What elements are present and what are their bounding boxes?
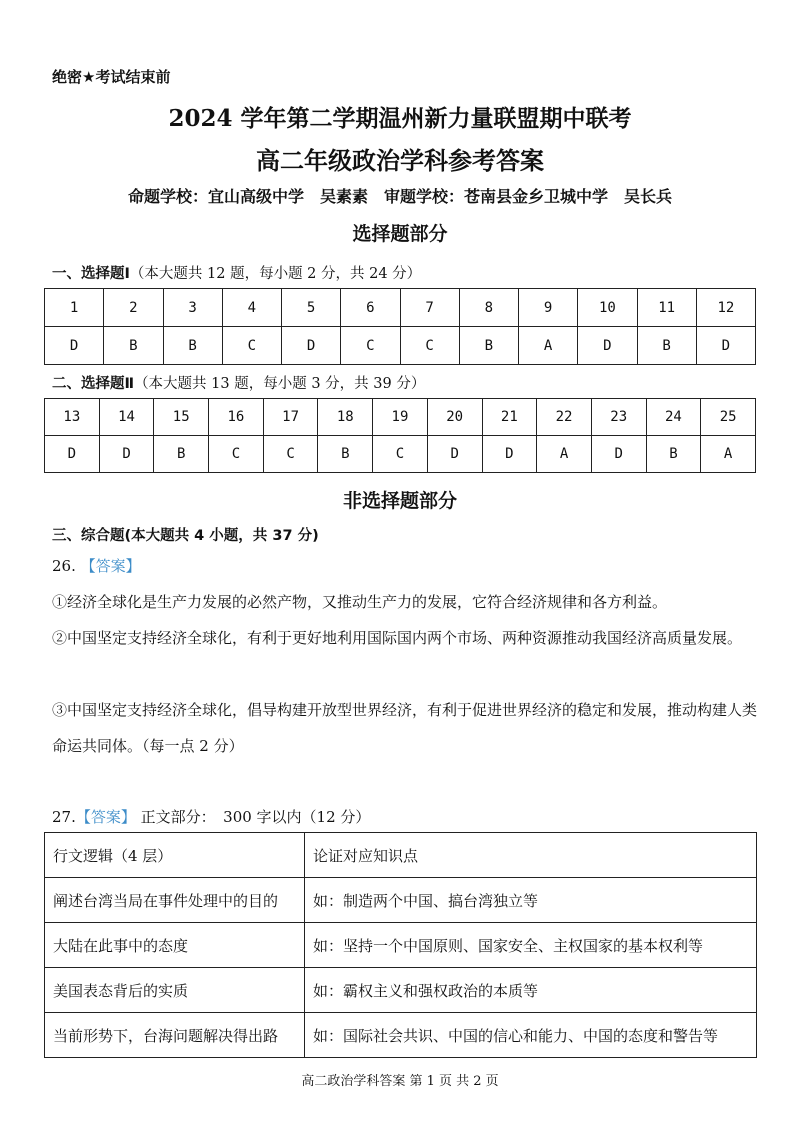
part2-note: （本大题共 13 题，每小题 3 分，共 39 分）	[134, 376, 426, 392]
question-number-cell: 13	[45, 399, 100, 436]
q26-heading	[52, 555, 141, 576]
table-cell: 当前形势下，台海问题解决得出路	[45, 1013, 305, 1058]
question-number-cell: 18	[318, 399, 373, 436]
answer-cell: B	[646, 436, 701, 473]
answer-cell: B	[637, 327, 696, 365]
answer-cell: B	[104, 327, 163, 365]
answer-table-part1	[44, 288, 756, 365]
document-title: 高二年级政治学科参考答案	[256, 146, 544, 175]
exam-title: 2024 学年第二学期温州新力量联盟期中联考	[168, 105, 632, 132]
question-number-cell: 19	[373, 399, 428, 436]
answer-table-part2	[44, 398, 756, 473]
q27-requirement: 正文部分： 300 字以内（12 分）	[140, 808, 371, 826]
table-cell: 如：国际社会共识、中国的信心和能力、中国的态度和警告等	[305, 1013, 757, 1058]
question-number-cell: 12	[696, 289, 755, 327]
page-footer: 高二政治学科答案 第 1 页 共 2 页	[301, 1074, 499, 1089]
table-header-row	[45, 833, 757, 878]
answer-cell: A	[519, 327, 578, 365]
q26-point-2: ②中国坚定支持经济全球化，有利于更好地利用国际国内两个市场、两种资源推动我国经济高质量发展。	[52, 629, 743, 647]
answer-cell: A	[701, 436, 756, 473]
answer-cell: C	[222, 327, 281, 365]
answer-cell: C	[263, 436, 318, 473]
answer-cell: D	[427, 436, 482, 473]
nonchoice-section-title: 非选择题部分	[342, 490, 457, 512]
answer-cell: D	[45, 327, 104, 365]
author-line: 命题学校：宜山高级中学 吴素素 审题学校：苍南县金乡卫城中学 吴长兵	[127, 187, 672, 206]
answer-cell: B	[163, 327, 222, 365]
question-number-cell: 22	[537, 399, 592, 436]
q27-heading	[52, 806, 370, 827]
answer-row	[45, 436, 756, 473]
part1-note: （本大题共 12 题，每小题 2 分，共 24 分）	[129, 266, 422, 282]
question-number-cell: 4	[222, 289, 281, 327]
question-number-cell: 1	[45, 289, 104, 327]
table-cell: 大陆在此事中的态度	[45, 923, 305, 968]
question-number-cell: 8	[459, 289, 518, 327]
q27-number: 27.	[52, 808, 76, 826]
question-number-cell: 2	[104, 289, 163, 327]
answer-cell: D	[578, 327, 637, 365]
part3-heading-text: 三、综合题(本大题共 4 小题，共 37 分)	[52, 528, 319, 544]
question-number-cell: 7	[400, 289, 459, 327]
table-cell: 如：坚持一个中国原则、国家安全、主权国家的基本权利等	[305, 923, 757, 968]
question-number-cell: 17	[263, 399, 318, 436]
answer-cell: C	[341, 327, 400, 365]
table-row	[45, 878, 757, 923]
question-number-cell: 10	[578, 289, 637, 327]
part1-label: 一、选择题Ⅰ	[52, 266, 130, 282]
question-number-row	[45, 289, 756, 327]
answer-cell: D	[696, 327, 755, 365]
answer-cell: B	[154, 436, 209, 473]
confidential-label: 绝密★考试结束前	[52, 68, 171, 86]
answer-cell: D	[282, 327, 341, 365]
answer-cell: D	[45, 436, 100, 473]
answer-cell: D	[591, 436, 646, 473]
part2-label: 二、选择题Ⅱ	[52, 376, 135, 392]
answer-cell: D	[482, 436, 537, 473]
answer-cell: A	[537, 436, 592, 473]
question-number-cell: 21	[482, 399, 537, 436]
answer-cell: B	[459, 327, 518, 365]
part3-heading	[52, 524, 319, 545]
q26-point-1: ①经济全球化是生产力发展的必然产物，又推动生产力的发展，它符合经济规律和各方利益。	[52, 593, 668, 611]
q26-answer-tag: 【答案】	[80, 557, 141, 575]
table-cell: 如：霸权主义和强权政治的本质等	[305, 968, 757, 1013]
question-number-cell: 3	[163, 289, 222, 327]
table-cell: 阐述台湾当局在事件处理中的目的	[45, 878, 305, 923]
answer-cell: C	[400, 327, 459, 365]
q27-logic-table	[44, 832, 757, 1058]
question-number-cell: 15	[154, 399, 209, 436]
answer-cell: B	[318, 436, 373, 473]
table-cell: 如：制造两个中国、搞台湾独立等	[305, 878, 757, 923]
answer-cell: D	[99, 436, 154, 473]
answer-cell: C	[373, 436, 428, 473]
table-row	[45, 1013, 757, 1058]
question-number-cell: 24	[646, 399, 701, 436]
header-cell-knowledge: 论证对应知识点	[305, 833, 757, 878]
question-number-cell: 25	[701, 399, 756, 436]
q26-number: 26.	[52, 557, 76, 575]
answer-row	[45, 327, 756, 365]
part2-heading	[52, 372, 425, 393]
choice-section-title: 选择题部分	[352, 223, 448, 245]
question-number-cell: 6	[341, 289, 400, 327]
q27-answer-tag: 【答案】	[75, 808, 136, 826]
question-number-cell: 16	[209, 399, 264, 436]
question-number-cell: 5	[282, 289, 341, 327]
question-number-cell: 20	[427, 399, 482, 436]
answer-cell: C	[209, 436, 264, 473]
question-number-cell: 14	[99, 399, 154, 436]
header-cell-logic: 行文逻辑（4 层）	[45, 833, 305, 878]
question-number-row	[45, 399, 756, 436]
question-number-cell: 23	[591, 399, 646, 436]
question-number-cell: 11	[637, 289, 696, 327]
q26-point-3: ③中国坚定支持经济全球化，倡导构建开放型世界经济，有利于促进世界经济的稳定和发展，推动构建人类命运共同体。（每一点 2 分）	[52, 701, 758, 755]
table-row	[45, 968, 757, 1013]
part1-heading	[52, 262, 421, 283]
table-cell: 美国表态背后的实质	[45, 968, 305, 1013]
table-row	[45, 923, 757, 968]
question-number-cell: 9	[519, 289, 578, 327]
